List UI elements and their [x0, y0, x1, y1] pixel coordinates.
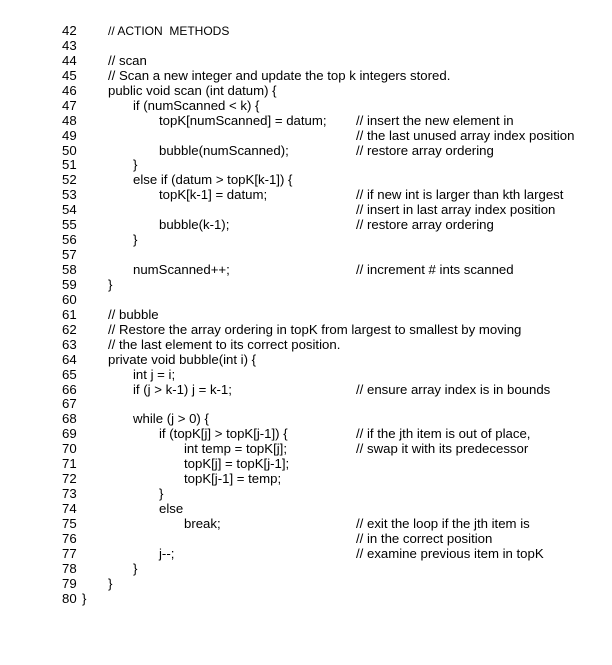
code-line-54	[0, 203, 612, 218]
line-number: 63	[62, 336, 77, 352]
line-number: 48	[62, 112, 77, 128]
code-comment: // restore array ordering	[356, 217, 494, 233]
code-text: else	[159, 501, 184, 516]
code-line-64	[0, 353, 612, 368]
code-text: }	[133, 560, 138, 576]
code-line-66	[0, 383, 612, 398]
line-number: 54	[62, 202, 77, 218]
code-text: bubble(numScanned);	[159, 142, 289, 158]
line-number: 50	[62, 142, 77, 158]
line-number: 52	[62, 172, 77, 188]
line-number: 43	[62, 37, 77, 53]
code-line-53	[0, 188, 612, 203]
code-text: }	[133, 232, 138, 248]
line-number: 67	[62, 396, 77, 412]
code-line-58	[0, 263, 612, 278]
code-line-79	[0, 577, 612, 592]
line-number: 69	[62, 426, 77, 442]
code-text: if (topK[j] > topK[j-1]) {	[159, 426, 288, 442]
line-number: 56	[62, 232, 77, 248]
line-number: 64	[62, 351, 77, 367]
code-line-59	[0, 278, 612, 293]
code-line-75	[0, 517, 612, 532]
code-listing	[0, 24, 612, 607]
code-text: }	[108, 276, 113, 292]
line-number: 44	[62, 52, 77, 68]
code-text: topK[k-1] = datum;	[159, 187, 268, 203]
line-number: 80	[62, 590, 77, 606]
code-text: // the last element to its correct position.	[108, 336, 341, 352]
code-text: // Restore the array ordering in topK from largest to smallest by moving	[108, 321, 522, 337]
code-line-45	[0, 69, 612, 84]
code-comment: // the last unused array index position	[356, 127, 575, 143]
line-number: 53	[62, 187, 77, 203]
code-text: // scan	[108, 52, 147, 68]
code-comment: // restore array ordering	[356, 142, 494, 158]
code-comment: // examine previous item in topK	[356, 545, 544, 561]
code-line-52	[0, 173, 612, 188]
code-line-61	[0, 308, 612, 323]
code-line-76	[0, 532, 612, 547]
line-number: 72	[62, 471, 77, 487]
line-number: 75	[62, 515, 77, 531]
line-number: 68	[62, 411, 77, 427]
line-number: 79	[62, 575, 77, 591]
code-comment: // insert the new element in	[356, 112, 514, 128]
code-text: }	[108, 575, 113, 591]
code-line-42	[0, 24, 612, 39]
line-number: 58	[62, 262, 77, 277]
code-comment: // swap it with its predecessor	[356, 441, 529, 457]
code-line-71	[0, 457, 612, 472]
line-number: 78	[62, 560, 77, 576]
code-line-72	[0, 472, 612, 487]
code-text: }	[82, 590, 87, 606]
code-text: // Scan a new integer and update the top k integers stored.	[108, 67, 451, 83]
code-line-47	[0, 99, 612, 114]
code-line-77	[0, 547, 612, 562]
line-number: 60	[62, 291, 77, 307]
code-line-78	[0, 562, 612, 577]
code-line-57	[0, 248, 612, 263]
code-line-63	[0, 338, 612, 353]
line-number: 59	[62, 276, 77, 292]
code-text: else if (datum > topK[k-1]) {	[133, 172, 293, 188]
code-line-73	[0, 487, 612, 502]
code-line-55	[0, 218, 612, 233]
code-line-46	[0, 84, 612, 99]
code-text: topK[j] = topK[j-1];	[184, 456, 290, 472]
code-text: topK[numScanned] = datum;	[159, 112, 327, 128]
line-number: 73	[62, 486, 77, 502]
line-number: 74	[62, 501, 77, 516]
code-text: int j = i;	[133, 366, 176, 382]
code-line-74	[0, 502, 612, 517]
code-line-70	[0, 442, 612, 457]
code-text: break;	[184, 515, 221, 531]
code-text: j--;	[159, 545, 175, 561]
code-line-44	[0, 54, 612, 69]
code-text: bubble(k-1);	[159, 217, 230, 233]
code-text: while (j > 0) {	[133, 411, 209, 427]
code-text: // ACTION METHODS	[108, 24, 230, 38]
line-number: 49	[62, 127, 77, 143]
code-line-80	[0, 592, 612, 607]
line-number: 65	[62, 366, 77, 382]
code-comment: // insert in last array index position	[356, 202, 556, 218]
code-line-60	[0, 293, 612, 308]
code-text: numScanned++;	[133, 262, 230, 277]
code-comment: // exit the loop if the jth item is	[356, 515, 530, 531]
code-text: private void bubble(int i) {	[108, 351, 257, 367]
line-number: 47	[62, 97, 77, 113]
code-text: }	[159, 486, 164, 502]
code-text: if (j > k-1) j = k-1;	[133, 381, 232, 397]
code-comment: // if the jth item is out of place,	[356, 426, 531, 442]
code-line-43	[0, 39, 612, 54]
line-number: 61	[62, 306, 77, 322]
code-line-51	[0, 158, 612, 173]
code-line-49	[0, 129, 612, 144]
code-text: if (numScanned < k) {	[133, 97, 260, 113]
line-number: 77	[62, 545, 77, 561]
line-number: 71	[62, 456, 77, 472]
code-line-48	[0, 114, 612, 129]
code-line-50	[0, 144, 612, 159]
line-number: 70	[62, 441, 77, 457]
line-number: 57	[62, 247, 77, 263]
code-line-62	[0, 323, 612, 338]
code-line-65	[0, 368, 612, 383]
code-line-68	[0, 412, 612, 427]
code-comment: // increment # ints scanned	[356, 262, 514, 277]
line-number: 62	[62, 321, 77, 337]
code-line-69	[0, 427, 612, 442]
code-text: // bubble	[108, 306, 159, 322]
code-comment: // ensure array index is in bounds	[356, 381, 551, 397]
line-number: 76	[62, 530, 77, 546]
line-number: 66	[62, 381, 77, 397]
code-line-56	[0, 233, 612, 248]
code-text: public void scan (int datum) {	[108, 82, 277, 98]
code-comment: // if new int is larger than kth largest	[356, 187, 564, 203]
line-number: 42	[62, 23, 77, 38]
line-number: 55	[62, 217, 77, 233]
code-text: }	[133, 157, 138, 173]
line-number: 51	[62, 157, 77, 173]
code-comment: // in the correct position	[356, 530, 493, 546]
code-text: topK[j-1] = temp;	[184, 471, 282, 487]
code-text: int temp = topK[j];	[184, 441, 287, 457]
line-number: 45	[62, 67, 77, 83]
line-number: 46	[62, 82, 77, 98]
code-line-67	[0, 397, 612, 412]
